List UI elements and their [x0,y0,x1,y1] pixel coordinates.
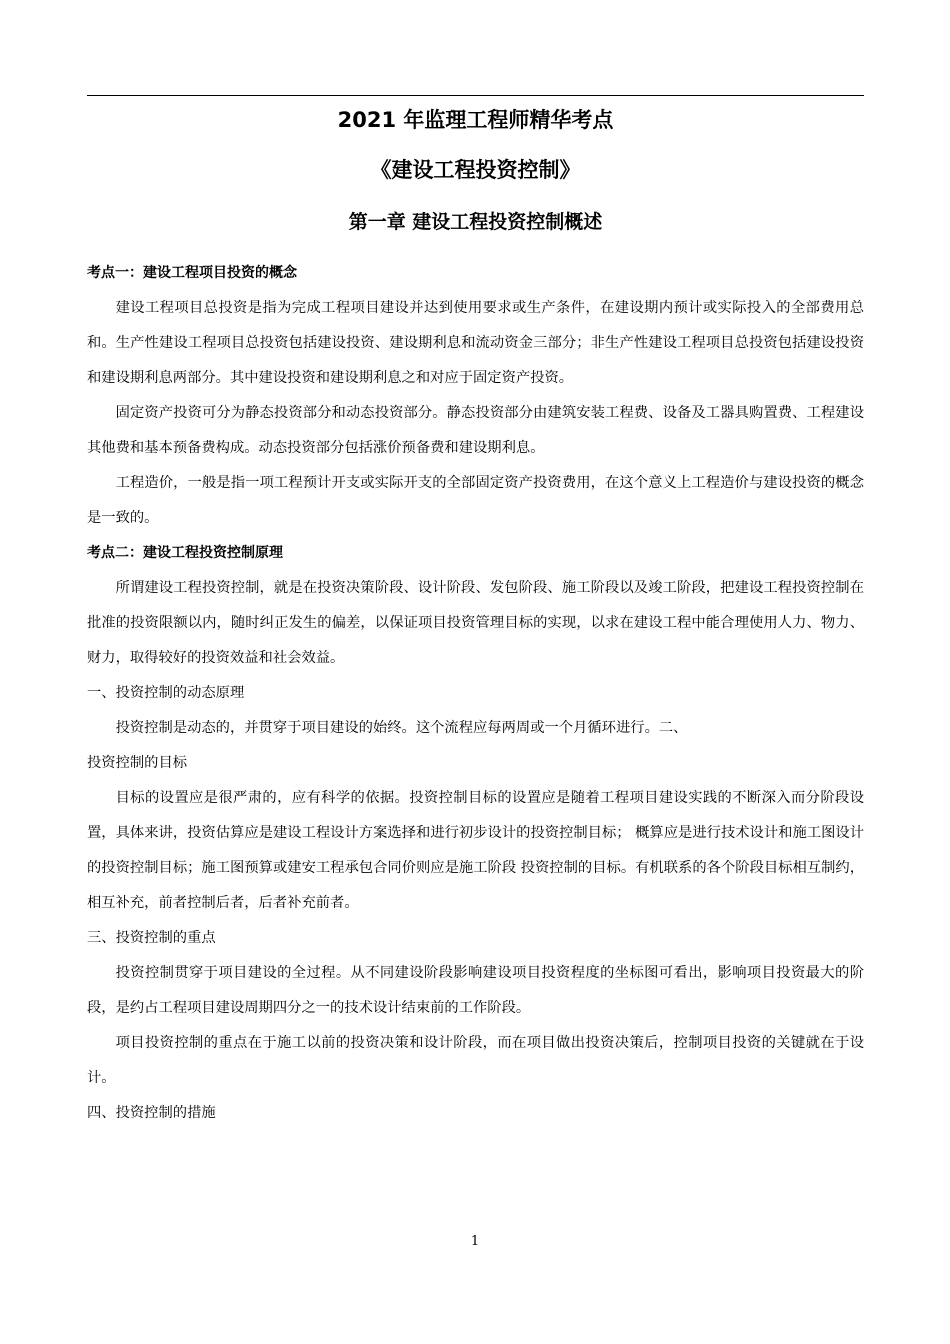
subsection-heading-4: 四、投资控制的措施 [87,1105,216,1121]
paragraph: 固定资产投资可分为静态投资部分和动态投资部分。静态投资部分由建筑安装工程费、设备及工器具购置费、工程建设其他费和基本预备费构成。动态投资部分包括涨价预备费和建设期利息。 [87,405,864,456]
chapter-title: 第一章 建设工程投资控制概述 [348,211,603,233]
section-heading-2: 考点二：建设工程投资控制原理 [87,545,283,561]
page-number: 1 [470,1234,480,1249]
section-heading-1: 考点一：建设工程项目投资的概念 [87,265,297,281]
paragraph: 所谓建设工程投资控制，就是在投资决策阶段、设计阶段、发包阶段、施工阶段以及竣工阶段，把建设工程投资控制在批准的投资限额以内，随时纠正发生的偏差，以保证项目投资管理目标的实现，以求在建设工程中能合理使用人力、物力、财力，取得较好的投资效益和社会效益。 [87,580,864,666]
paragraph: 投资控制是动态的，并贯穿于项目建设的始终。这个流程应每两周或一个月循环进行。二、 [115,720,688,736]
subsection-heading-3: 三、投资控制的重点 [87,930,216,946]
paragraph: 工程造价，一般是指一项工程预计开支或实际开支的全部固定资产投资费用，在这个意义上工程造价与建设投资的概念是一致的。 [87,475,864,526]
document-title: 2021 年监理工程师精华考点 [337,108,614,132]
paragraph: 目标的设置应是很严肃的，应有科学的依据。投资控制目标的设置应是随着工程项目建设实践的不断深入而分阶段设置，具体来讲，投资估算应是建设工程设计方案选择和进行初步设计的投资控制目标； 概算应是进行技术设计和施工图设计的投资控制目标；施工图预算或建安工程承包合同价则应是施工阶段 投资控制的目标。有机联系的各个阶段目标相互制约，相互补充，前者控制后者，后者补充前者。 [87,790,864,911]
paragraph: 建设工程项目总投资是指为完成工程项目建设并达到使用要求或生产条件，在建设期内预计或实际投入的全部费用总和。生产性建设工程项目总投资包括建设投资、建设期利息和流动资金三部分；非生产性建设工程项目总投资包括建设投资和建设期利息两部分。其中建设投资和建设期利息之和对应于固定资产投资。 [87,300,864,386]
book-title: 《建设工程投资控制》 [370,158,581,182]
paragraph: 项目投资控制的重点在于施工以前的投资决策和设计阶段，而在项目做出投资决策后，控制项目投资的关键就在于设计。 [87,1035,864,1086]
subsection-heading-2: 投资控制的目标 [87,755,188,771]
subsection-heading-1: 一、投资控制的动态原理 [87,685,245,701]
header-rule [87,95,864,96]
document-body [87,256,864,1131]
paragraph: 投资控制贯穿于项目建设的全过程。从不同建设阶段影响建设项目投资程度的坐标图可看出，影响项目投资最大的阶段，是约占工程项目建设周期四分之一的技术设计结束前的工作阶段。 [87,965,864,1016]
